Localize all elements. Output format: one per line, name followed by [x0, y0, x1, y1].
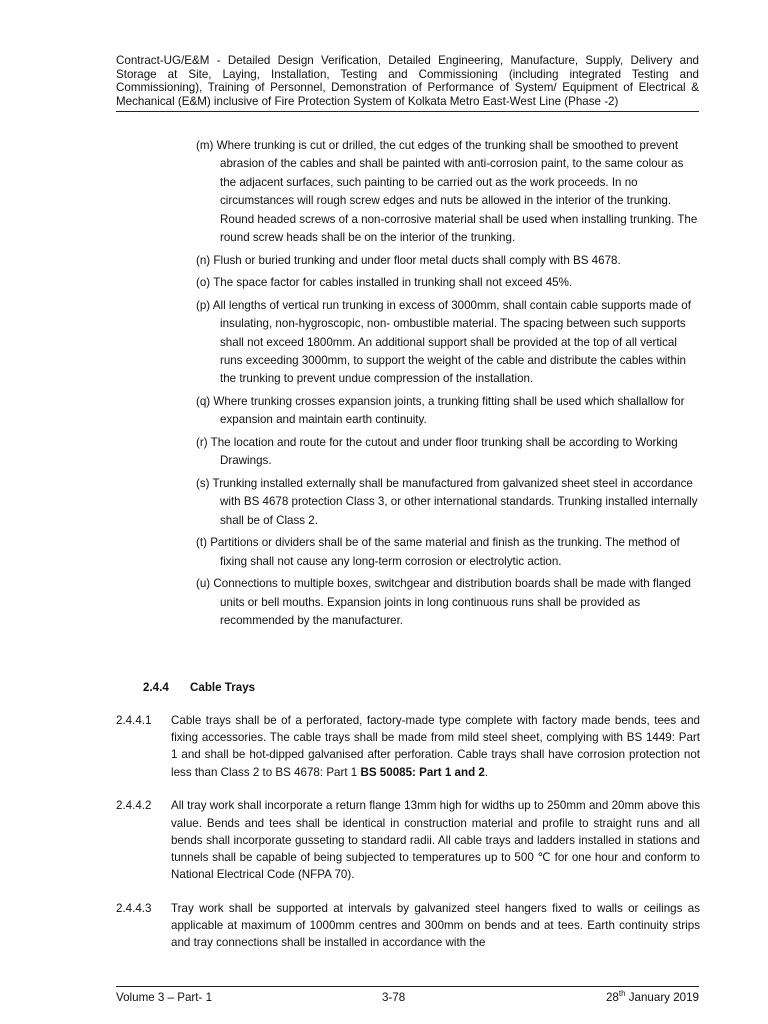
- footer-date-day: 28: [605, 991, 619, 1004]
- footer-date-rest: January 2019: [625, 991, 699, 1004]
- clause-number: 2.4.4.2: [116, 799, 152, 813]
- list-item-marker: (r): [196, 436, 208, 450]
- list-item-text: Flush or buried trunking and under floor metal ducts shall comply with BS 4678.: [213, 253, 621, 267]
- list-item-text: Connections to multiple boxes, switchgear and distribution boards shall be made with flanged units or bell mouths. Expansion joints in long continuous runs shall be provided as recommended by the manufacturer.: [213, 577, 691, 628]
- clause-number: 2.4.4.3: [116, 902, 152, 916]
- list-item-text: Partitions or dividers shall be of the same material and finish as the trunking. The method of fixing shall not cause any long-term corrosion or electrolytic action.: [210, 536, 680, 568]
- clause-text: [171, 714, 700, 779]
- list-item-marker: (s): [196, 477, 210, 491]
- footer-date-suffix: th: [618, 989, 626, 999]
- clause-terminator: .: [484, 765, 489, 779]
- list-item: [196, 434, 700, 471]
- list-item: [196, 575, 700, 630]
- footer-divider: [116, 986, 699, 987]
- trunking-requirements-list: [196, 137, 700, 635]
- clause-body: Tray work shall be supported at intervals by galvanized steel hangers fixed to walls or ceilings as applicable at maximum of 1000mm centres and 300mm on bends and at tees. Earth continuity strips and tray connections shall be installed in accordance with the: [171, 902, 700, 950]
- list-item-text: The space factor for cables installed in trunking shall not exceed 45%.: [213, 276, 573, 290]
- list-item-marker: (m): [196, 139, 214, 152]
- list-item: [196, 137, 700, 247]
- list-item: [196, 475, 700, 530]
- list-item-marker: (u): [196, 577, 211, 591]
- list-item-text: Where trunking crosses expansion joints, a trunking fitting shall be used which shallallow for expansion and maintain earth continuity.: [213, 395, 685, 427]
- page-header: Contract-UG/E&M - Detailed Design Verification, Detailed Engineering, Manufacture, Supply, Delivery and Storage at Site, Laying, Installation, Testing and Commissioning (including integrated Testing and Commissioning), Training of Personnel, Demonstration of Performance of System/ Equipment of Electrical & Mechanical (E&M) inclusive of Fire Protection System of Kolkata Metro East-West Line (Phase -2): [116, 54, 699, 108]
- list-item-marker: (o): [196, 276, 211, 290]
- clause-bold-reference: BS 50085: Part 1 and 2: [360, 765, 485, 779]
- section-heading: [143, 680, 255, 696]
- list-item: [196, 297, 700, 389]
- list-item: [196, 393, 700, 430]
- section-number: 2.4.4: [143, 681, 169, 694]
- list-item: [196, 252, 700, 270]
- clause-body: All tray work shall incorporate a return flange 13mm high for widths up to 250mm and 20mm above this value. Bends and tees shall be identical in construction material and profile to straight runs and all bends shall incorporate gusseting to standard radii. All cable trays and ladders installed in stations and tunnels shall be capable of being subjected to temperatures up to 500 ℃ for one hour and conform to National Electrical Code (NFPA 70).: [171, 799, 700, 882]
- list-item-text: Trunking installed externally shall be manufactured from galvanized sheet steel in accordance with BS 4678 protection Class 3, or other international standards. Trunking installed internally shall be of Class 2.: [212, 477, 698, 527]
- clause: [116, 797, 700, 883]
- list-item-marker: (p): [196, 298, 211, 312]
- list-item: [196, 534, 700, 571]
- footer-volume: Volume 3 – Part- 1: [116, 991, 213, 1004]
- clause-text: [171, 799, 700, 881]
- clause-number: 2.4.4.1: [116, 714, 152, 727]
- page-footer: [116, 990, 699, 1006]
- header-divider: [116, 111, 699, 112]
- clause-body: Cable trays shall be of a perforated, factory-made type complete with factory made bends, tees and fixing accessories. The cable trays shall be made from mild steel sheet, complying with BS 1449: Part 1 and shall be hot-dipped galvanised after perforation. Cable trays shall have corrosion protection not less than Class 2 to BS 4678: Part 1: [171, 714, 700, 779]
- clause: [116, 712, 700, 781]
- list-item-text: Where trunking is cut or drilled, the cut edges of the trunking shall be smoothed to prevent abrasion of the cables and shall be painted with anti-corrosion paint, to the same colour as the adjacent surfaces, such painting to be carried out as the work proceeds. In no circumstances will rough screw edges and nuts be allowed in the interior of the trunking. Round headed screws of a non-corrosive material shall be used when installing trunking. The round screw heads shall be on the interior of the trunking.: [216, 139, 698, 245]
- footer-date: [606, 990, 699, 1006]
- list-item-text: All lengths of vertical run trunking in excess of 3000mm, shall contain cable supports made of insulating, non-hygroscopic, non- ombustible material. The spacing between such supports shall not exceed 1800mm. An additional support shall be provided at the top of all vertical runs exceeding 3000mm, to support the weight of the cable and distribute the cables within the trunking to prevent undue compression of the installation.: [212, 298, 691, 386]
- list-item-marker: (n): [196, 253, 211, 267]
- list-item-marker: (t): [196, 536, 207, 550]
- list-item-text: The location and route for the cutout and under floor trunking shall be according to Working Drawings.: [210, 436, 678, 468]
- clause-list: [116, 712, 700, 968]
- list-item: [196, 274, 700, 292]
- list-item-marker: (q): [196, 395, 211, 409]
- clause: [116, 900, 700, 952]
- clause-text: [171, 902, 700, 949]
- page-number: 3-78: [382, 991, 406, 1004]
- section-title: Cable Trays: [190, 681, 256, 694]
